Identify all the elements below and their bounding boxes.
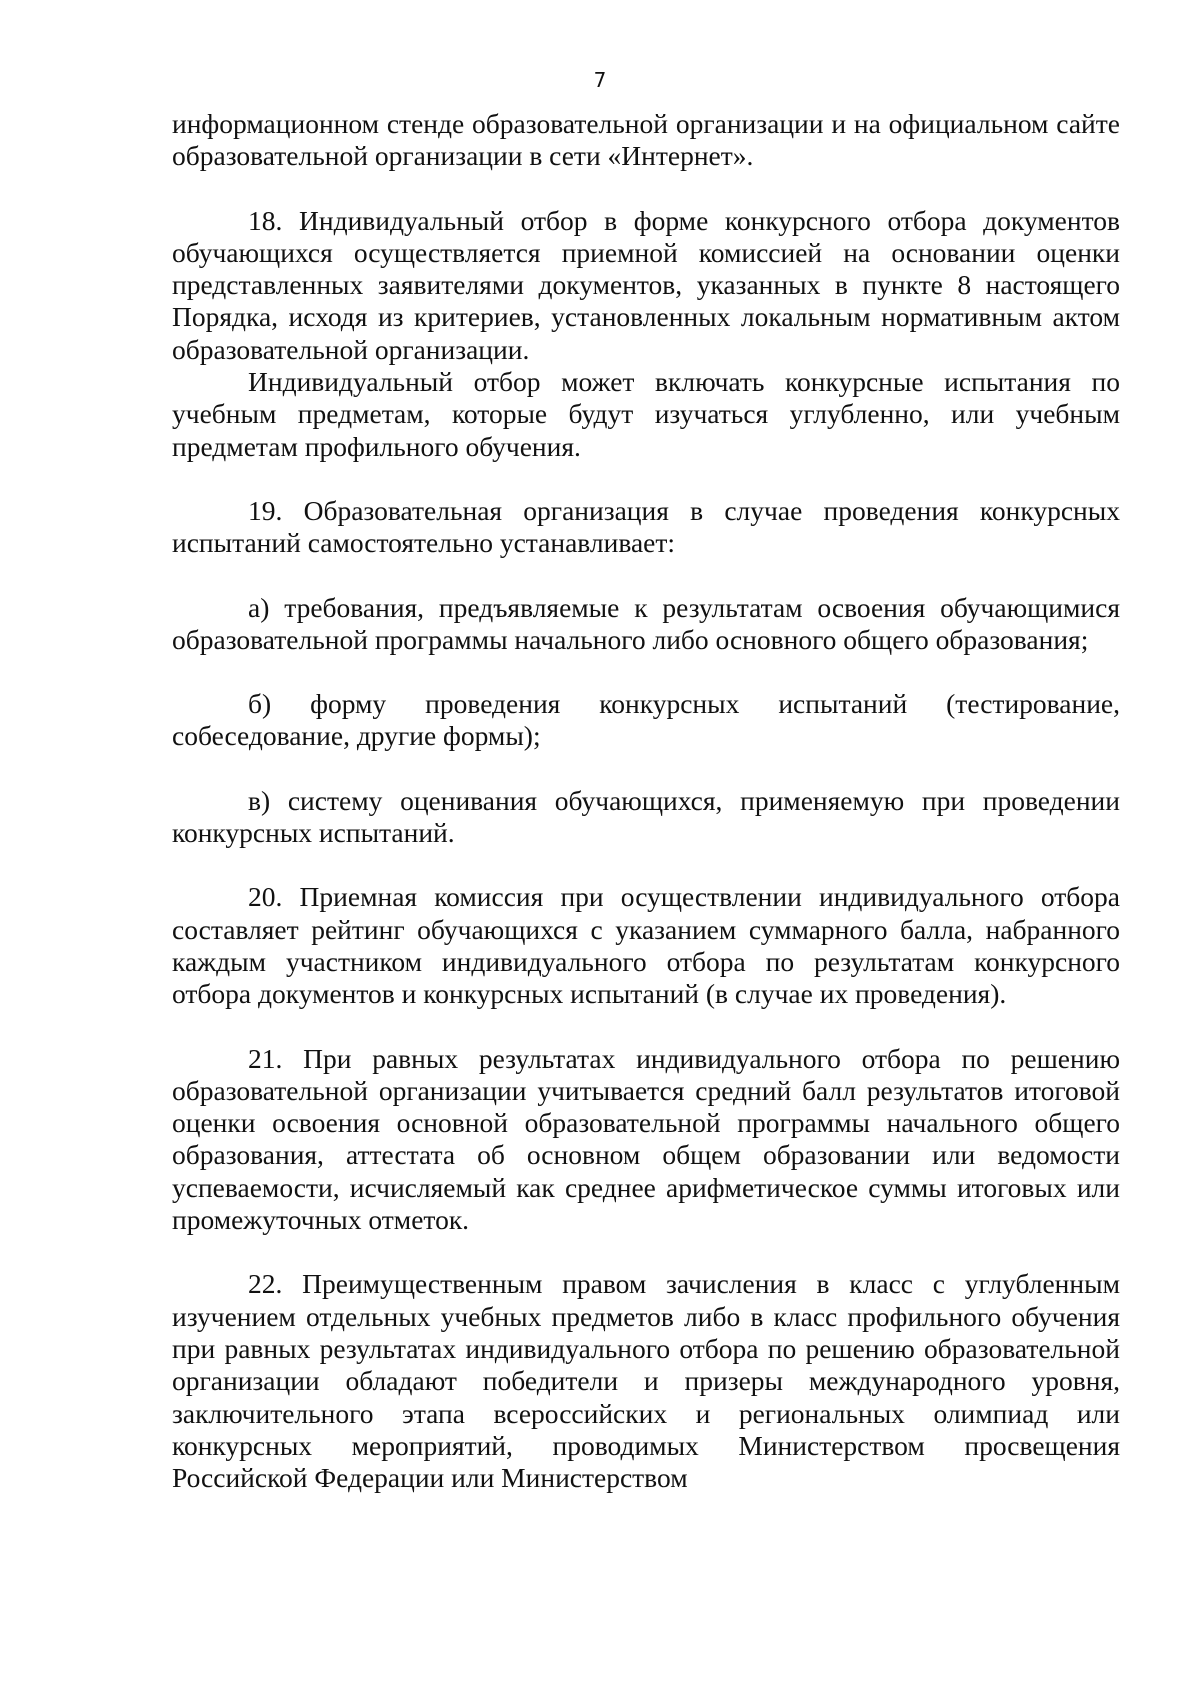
paragraph-item-22: 22. Преимущественным правом зачисления в класс с углубленным изучением отдельных учебных предметов либо в класс профильного обучения при равных результатах индивидуального отбора по решению образовательной организации обладают победители и призеры международного уровня, заключительного этапа всероссийских и региональных олимпиад или конкурсных мероприятий, проводимых Министерством просвещения Российской Федерации или Министерством [172,1268,1120,1494]
paragraph-item-20: 20. Приемная комиссия при осуществлении индивидуального отбора составляет рейтинг обучающихся с указанием суммарного балла, набранного каждым участником индивидуального отбора по результатам конкурсного отбора документов и конкурсных испытаний (в случае их проведения). [172,881,1120,1010]
paragraph-item-19-a: а) требования, предъявляемые к результатам освоения обучающимися образовательной программы начального либо основного общего образования; [172,591,1120,655]
paragraph-continuation: информационном стенде образовательной организации и на официальном сайте образовательной организации в сети «Интернет». [172,108,1120,172]
paragraph-item-21: 21. При равных результатах индивидуального отбора по решению образовательной организации учитывается средний балл результатов итоговой оценки освоения основной образовательной программы начального общего образования, аттестата об основном общем образовании или ведомости успеваемости, исчисляемый как среднее арифметическое суммы итоговых или промежуточных отметок. [172,1042,1120,1236]
page-number: 7 [593,68,607,92]
paragraph-item-18-continued: Индивидуальный отбор может включать конкурсные испытания по учебным предметам, которые будут изучаться углубленно, или учебным предметам профильного обучения. [172,366,1120,462]
paragraph-item-18: 18. Индивидуальный отбор в форме конкурсного отбора документов обучающихся осуществляется приемной комиссией на основании оценки представленных заявителями документов, указанных в пункте 8 настоящего Порядка, исходя из критериев, установленных локальным нормативным актом образовательной организации. [172,204,1120,365]
paragraph-item-19: 19. Образовательная организация в случае проведения конкурсных испытаний самостоятельно устанавливает: [172,494,1120,559]
paragraph-item-19-v: в) систему оценивания обучающихся, применяемую при проведении конкурсных испытаний. [172,784,1120,849]
document-body [172,108,1120,1494]
paragraph-item-19-b: б) форму проведения конкурсных испытаний (тестирование, собеседование, другие формы); [172,688,1120,752]
